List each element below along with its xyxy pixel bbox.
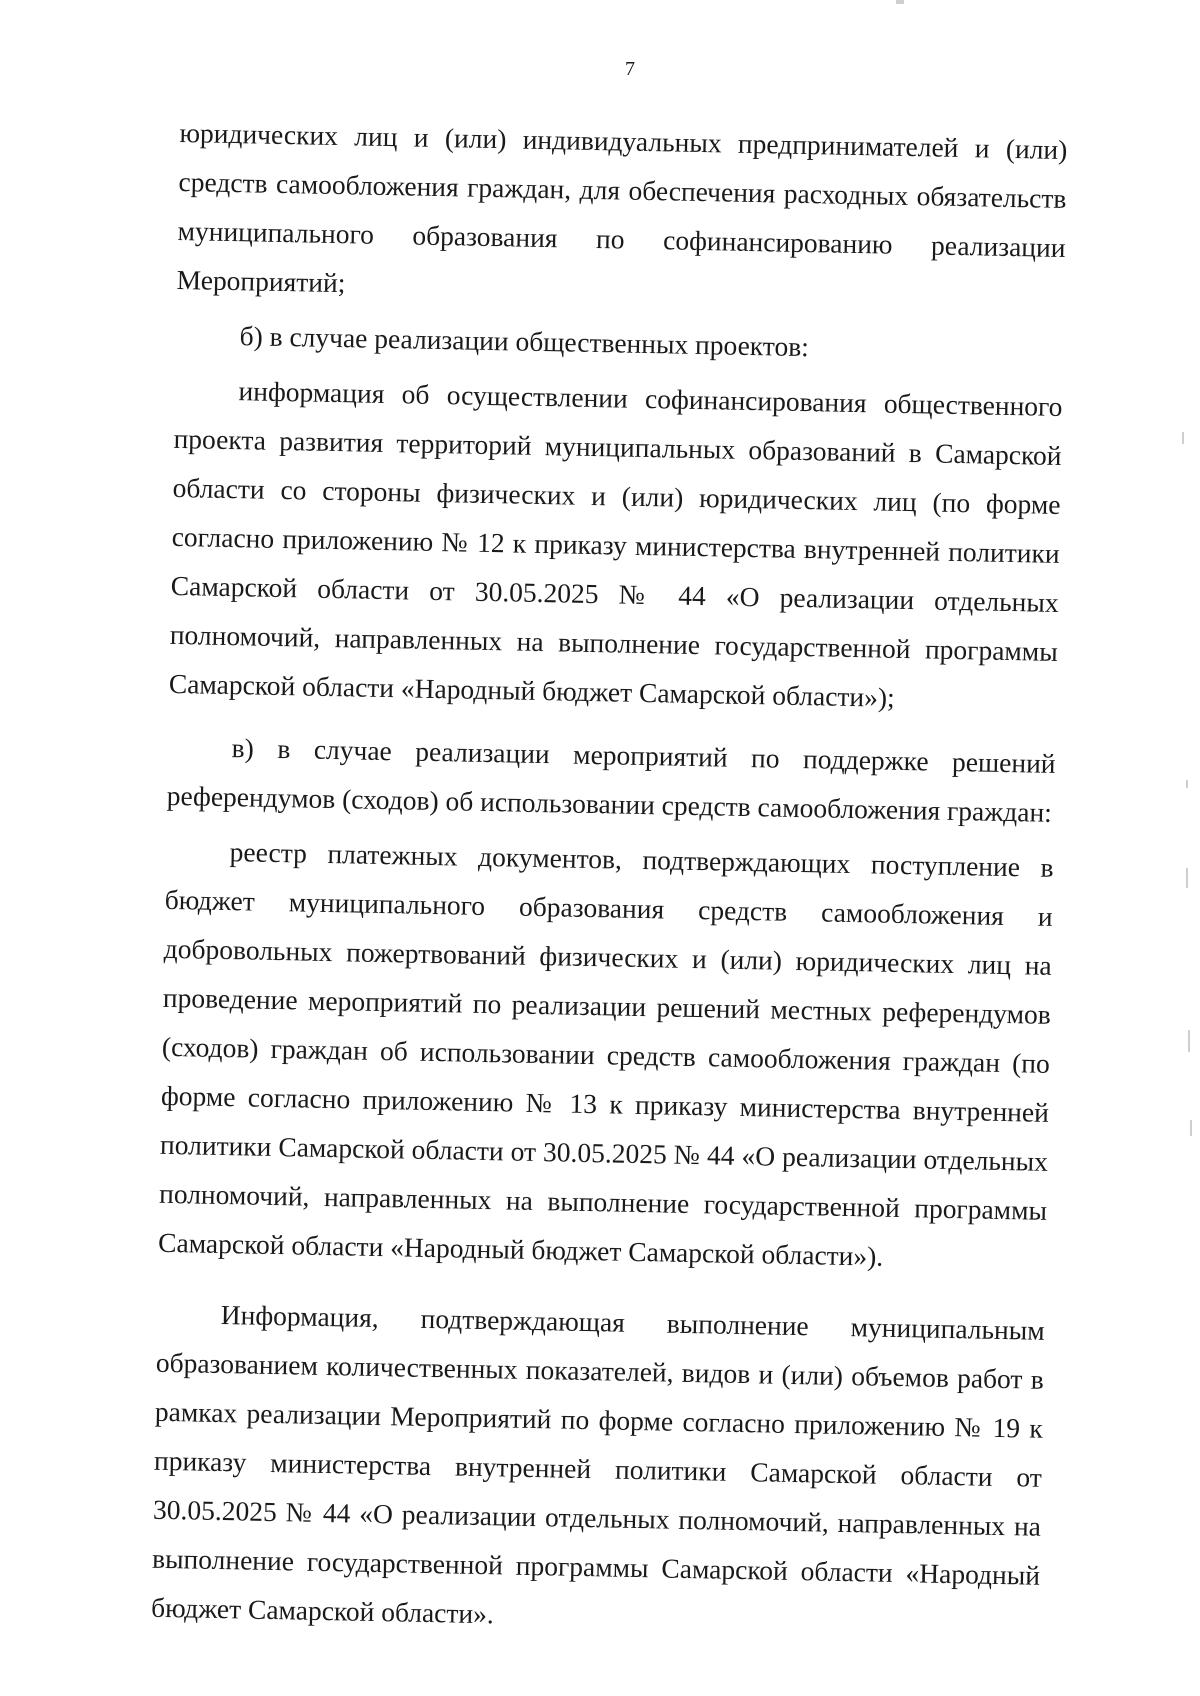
scan-artifact xyxy=(1186,780,1188,788)
scan-artifact xyxy=(896,0,904,4)
paragraph-item-v: в) в случае реализации мероприятий по поддержке решений референдумов (сходов) об использовании средств самообложения граждан: xyxy=(166,732,1056,828)
scan-artifact xyxy=(1188,1030,1190,1052)
scan-artifact xyxy=(1190,1120,1192,1136)
paragraph-item-b: б) в случае реализации общественных проектов: xyxy=(239,320,810,363)
paragraph-payment-register: реестр платежных документов, подтверждающих поступление в бюджет муниципального образования средств самообложения и добровольных пожертвований физических и (или) юридических лиц на проведение мероприятий по реализации решений местных референдумов (сходов) граждан об использовании средств самообложения граждан (по форме согласно приложению № 13 к приказу министерства внутренней политики Самарской области от 30.05.2025 № 44 «О реализации отдельных полномочий, направленных на выполнение государственной программы Самарской области «Народный бюджет Самарской области»). xyxy=(157,836,1054,1272)
document-body xyxy=(151,108,1068,1649)
scan-artifact xyxy=(1182,432,1184,444)
paragraph-public-projects-info: информация об осуществлении софинансирования общественного проекта развития территорий муниципальных образований в Самарской области со стороны физических и (или) юридических лиц (по форме согласно приложению № 12 к приказу министерства внутренней политики Самарской области от 30.05.2025 № 44 «О реализации отдельных полномочий, направленных на выполнение государственной программы Самарской области «Народный бюджет Самарской области»); xyxy=(168,375,1063,713)
scan-artifact xyxy=(1186,868,1188,888)
paragraph-continuation: юридических лиц и (или) индивидуальных предпринимателей и (или) средств самообложения граждан, для обеспечения расходных обязательств муниципального образования по софинансированию реализации Мероприятий; xyxy=(176,116,1068,299)
page-number: 7 xyxy=(625,58,635,80)
paragraph-indicators-info: Информация, подтверждающая выполнение муниципальным образованием количественных показателей, видов и (или) объемов работ в рамках реализации Мероприятий по форме согласно приложению № 19 к приказу министерства внутренней политики Самарской области от 30.05.2025 № 44 «О реализации отдельных полномочий, направленных на выполнение государственной программы Самарской области «Народный бюджет Самарской области». xyxy=(150,1299,1045,1630)
